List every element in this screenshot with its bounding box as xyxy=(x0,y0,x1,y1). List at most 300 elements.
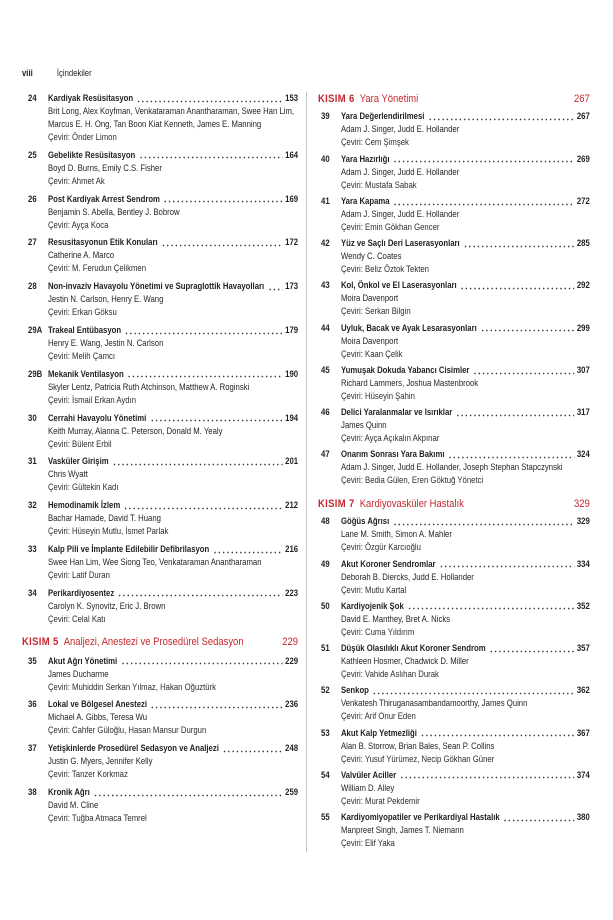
chapter-number: 41 xyxy=(321,195,330,206)
entry-body xyxy=(341,727,590,766)
chapter-title: Kalp Pili ve İmplante Edilebilir Defibrilasyon xyxy=(47,543,210,554)
page-number: 299 xyxy=(576,322,590,333)
dot-leader xyxy=(93,786,282,799)
chapter-title: Akut Koroner Sendromlar xyxy=(340,558,436,569)
dot-leader xyxy=(407,600,574,613)
chapter-number: 24 xyxy=(28,93,37,103)
dot-leader xyxy=(393,153,574,166)
chapter-number: 54 xyxy=(321,769,330,780)
toc-entry xyxy=(22,368,298,407)
page-number: 248 xyxy=(285,743,299,754)
entry-title-row xyxy=(48,324,298,337)
dot-leader xyxy=(420,727,574,740)
chapter-number: 48 xyxy=(321,516,330,527)
chapter-authors: Carolyn K. Synovitz, Eric J. Brown xyxy=(47,600,166,611)
entry-body xyxy=(341,279,590,318)
chapter-translators: Çeviri: Latif Duran xyxy=(47,569,110,580)
dot-leader xyxy=(428,110,574,123)
chapter-translators: Çeviri: Melih Çamcı xyxy=(47,350,116,361)
column-divider xyxy=(306,92,307,852)
part-label: KISIM 6 xyxy=(318,93,355,106)
chapter-translators: Çeviri: Ayça Açıkalın Akpınar xyxy=(340,433,440,444)
chapter-number: 26 xyxy=(28,193,37,204)
chapter-title: Trakeal Entübasyon xyxy=(47,324,122,335)
part-title: Analjezi, Anestezi ve Prosedürel Sedasyon xyxy=(63,636,244,649)
chapter-title: Cerrahi Havayolu Yönetimi xyxy=(47,412,147,423)
toc-entry xyxy=(22,149,298,188)
entry-title-row xyxy=(48,455,298,468)
entry-body xyxy=(341,684,590,723)
page-number: 194 xyxy=(285,412,299,423)
entry-body xyxy=(341,153,590,192)
chapter-translators: Çeviri: Serkan Bilgin xyxy=(340,306,411,317)
running-head-title: İçindekiler xyxy=(56,68,92,78)
chapter-number: 36 xyxy=(28,699,37,710)
chapter-authors: Alan B. Storrow, Brian Bales, Sean P. Collins xyxy=(340,740,495,751)
page-number: 201 xyxy=(285,456,299,467)
chapter-number: 33 xyxy=(28,543,37,554)
dot-leader xyxy=(163,193,282,206)
chapter-translators: Çeviri: Erkan Göksu xyxy=(47,307,117,318)
chapter-translators: Çeviri: Mutlu Kartal xyxy=(340,584,407,595)
page-number: 292 xyxy=(576,280,590,291)
toc-entry xyxy=(318,684,590,723)
entry-body xyxy=(48,698,298,737)
toc-entry xyxy=(22,92,298,144)
chapter-number: 49 xyxy=(321,558,330,569)
chapter-number: 39 xyxy=(321,111,330,122)
toc-entry xyxy=(22,786,298,825)
chapter-translators: Çeviri: M. Ferudun Çelikmen xyxy=(47,263,147,274)
dot-leader xyxy=(150,412,283,425)
chapter-authors: Jestin N. Carlson, Henry E. Wang xyxy=(47,294,164,305)
chapter-title: Yetişkinlerde Prosedürel Sedasyon ve Analjezi xyxy=(47,743,219,754)
page-number: 334 xyxy=(576,558,590,569)
entry-title-row xyxy=(48,368,298,381)
chapter-translators: Çeviri: Celal Katı xyxy=(47,613,106,624)
chapter-translators: Çeviri: Mustafa Sabak xyxy=(340,179,417,190)
chapter-authors: Moira Davenport xyxy=(340,293,399,304)
chapter-translators: Çeviri: İsmail Erkan Aydın xyxy=(47,394,137,405)
chapter-translators: Çeviri: Vahide Aslıhan Durak xyxy=(340,669,439,680)
chapter-authors: Bachar Hamade, David T. Huang xyxy=(47,513,161,524)
dot-leader xyxy=(393,515,575,528)
toc-entry xyxy=(22,193,298,232)
page-number: 380 xyxy=(576,812,590,823)
entry-title-row xyxy=(341,642,590,655)
toc-entry xyxy=(22,655,298,694)
page-number: 173 xyxy=(285,281,299,292)
toc-entry xyxy=(22,412,298,451)
chapter-title: Hemodinamik İzlem xyxy=(47,500,121,511)
toc-entry xyxy=(318,727,590,766)
chapter-number: 31 xyxy=(28,456,37,467)
chapter-authors: Venkatesh Thiruganasambandamoorthy, James Quinn xyxy=(340,698,528,709)
entry-title-row xyxy=(48,149,298,162)
entry-body xyxy=(48,236,298,275)
entry-body xyxy=(341,558,590,597)
entry-body xyxy=(48,587,298,626)
entry-title-row xyxy=(48,587,298,600)
dot-leader xyxy=(125,324,283,337)
chapter-authors: Manpreet Singh, James T. Niemann xyxy=(340,825,464,836)
chapter-authors: Swee Han Lim, Wee Siong Teo, Venkataraman Anantharaman xyxy=(47,556,262,567)
dot-leader xyxy=(268,280,283,293)
entry-title-row xyxy=(341,684,590,697)
dot-leader xyxy=(439,558,574,571)
chapter-title: Düşük Olasılıklı Akut Koroner Sendrom xyxy=(340,643,486,654)
entry-title-row xyxy=(341,406,590,419)
entry-body xyxy=(341,769,590,808)
entry-title-row xyxy=(341,558,590,571)
toc-entry xyxy=(22,499,298,538)
chapter-translators: Çeviri: Elif Yaka xyxy=(340,838,395,849)
page-number: 223 xyxy=(285,587,299,598)
entry-body xyxy=(48,149,298,188)
entry-title-row xyxy=(341,769,590,782)
entry-title-row xyxy=(48,499,298,512)
chapter-translators: Çeviri: Özgür Karcıoğlu xyxy=(340,542,421,553)
chapter-title: Perikardiyosentez xyxy=(47,587,115,598)
chapter-authors: Boyd D. Burns, Emily C.S. Fisher xyxy=(47,162,162,173)
chapter-title: Kronik Ağrı xyxy=(47,787,90,797)
dot-leader xyxy=(503,811,574,824)
chapter-authors: Adam J. Singer, Judd E. Hollander xyxy=(340,124,460,135)
toc-entry xyxy=(318,448,590,487)
toc-entry xyxy=(318,642,590,681)
chapter-translators: Çeviri: Kaan Çelik xyxy=(340,348,403,359)
part-title: Kardiyovasküler Hastalık xyxy=(359,497,464,510)
entry-body xyxy=(48,193,298,232)
entry-body xyxy=(341,448,590,487)
entry-title-row xyxy=(48,698,298,711)
entry-body xyxy=(48,280,298,319)
entry-title-row xyxy=(341,727,590,740)
entry-body xyxy=(48,543,298,582)
chapter-title: Yara Hazırlığı xyxy=(340,153,390,164)
dot-leader xyxy=(150,698,282,711)
chapter-title: Valvüler Aciller xyxy=(340,769,397,780)
page-number: 272 xyxy=(576,195,590,206)
page-number: 169 xyxy=(285,193,299,204)
chapter-authors: Kathleen Hosmer, Chadwick D. Miller xyxy=(340,656,469,667)
entry-title-row xyxy=(341,153,590,166)
page-number: 212 xyxy=(285,500,299,511)
page-number: 229 xyxy=(285,655,299,666)
dot-leader xyxy=(489,642,574,655)
entry-body xyxy=(341,322,590,361)
toc-entry xyxy=(318,322,590,361)
chapter-number: 44 xyxy=(321,322,330,333)
entry-title-row xyxy=(48,280,298,293)
chapter-title: Kol, Önkol ve El Laserasyonları xyxy=(340,280,457,291)
chapter-authors: Adam J. Singer, Judd E. Hollander, Joseph Stephan Stapczynski xyxy=(340,462,563,473)
entry-title-row xyxy=(48,786,298,799)
chapter-title: Non-invaziv Havayolu Yönetimi ve Supraglottik Havayolları xyxy=(47,281,265,292)
chapter-title: Yara Kapama xyxy=(340,195,390,206)
dot-leader xyxy=(400,769,575,782)
chapter-number: 32 xyxy=(28,500,37,511)
chapter-number: 37 xyxy=(28,743,37,754)
page-number: 236 xyxy=(285,699,299,710)
chapter-number: 25 xyxy=(28,149,37,160)
entry-body xyxy=(48,368,298,407)
chapter-number: 34 xyxy=(28,587,37,598)
entry-body xyxy=(341,110,590,149)
entry-body xyxy=(48,92,298,144)
chapter-authors: David M. Cline xyxy=(47,800,99,810)
dot-leader xyxy=(448,448,574,461)
chapter-number: 40 xyxy=(321,153,330,164)
toc-entry xyxy=(22,698,298,737)
chapter-translators: Çeviri: Arif Onur Eden xyxy=(340,711,416,722)
page-number: 164 xyxy=(285,149,299,160)
chapter-title: Mekanik Ventilasyon xyxy=(47,368,124,379)
toc-entry xyxy=(318,237,590,276)
dot-leader xyxy=(222,742,282,755)
dot-leader xyxy=(161,236,282,249)
chapter-translators: Çeviri: Cem Şimşek xyxy=(340,137,409,148)
chapter-title: Resusitasyonun Etik Konuları xyxy=(47,237,158,248)
page-number: 362 xyxy=(576,685,590,696)
toc-entry xyxy=(22,742,298,781)
page-number: 357 xyxy=(576,643,590,654)
chapter-translators: Çeviri: Bedia Gülen, Eren Göktuğ Yönetci xyxy=(340,475,484,486)
chapter-number: 42 xyxy=(321,238,330,249)
chapter-title: Vasküler Girişim xyxy=(47,456,109,467)
chapter-translators: Çeviri: Ayça Koca xyxy=(47,219,109,230)
chapter-title: Uyluk, Bacak ve Ayak Lesarasyonları xyxy=(340,322,477,333)
chapter-number: 43 xyxy=(321,280,330,291)
chapter-number: 27 xyxy=(28,237,37,248)
dot-leader xyxy=(473,364,574,377)
page-number: 285 xyxy=(576,238,590,249)
dot-leader xyxy=(137,92,283,105)
dot-leader xyxy=(112,455,282,468)
dot-leader xyxy=(124,499,283,512)
chapter-translators: Çeviri: Beliz Öztok Tekten xyxy=(340,264,429,275)
running-head xyxy=(22,67,92,79)
entry-body xyxy=(341,515,590,554)
chapter-number: 46 xyxy=(321,407,330,418)
entry-title-row xyxy=(48,412,298,425)
chapter-translators: Çeviri: Muhiddin Serkan Yılmaz, Hakan Oğuztürk xyxy=(47,681,217,692)
page-number: 367 xyxy=(576,727,590,738)
toc-entry xyxy=(318,279,590,318)
page-number: 329 xyxy=(576,516,590,527)
toc-entry xyxy=(22,587,298,626)
chapter-authors: Adam J. Singer, Judd E. Hollander xyxy=(340,166,460,177)
chapter-title: Akut Kalp Yetmezliği xyxy=(340,727,417,738)
page-number: 190 xyxy=(285,368,299,379)
toc-entry xyxy=(318,153,590,192)
dot-leader xyxy=(127,368,282,381)
chapter-authors: James Quinn xyxy=(340,420,387,431)
chapter-title: Lokal ve Bölgesel Anestezi xyxy=(47,699,148,710)
chapter-translators: Çeviri: Tuğba Atmaca Temrel xyxy=(47,813,147,823)
chapter-translators: Çeviri: Yusuf Yürümez, Necip Gökhan Güner xyxy=(340,753,495,764)
dot-leader xyxy=(121,655,283,668)
dot-leader xyxy=(480,322,574,335)
entry-title-row xyxy=(341,195,590,208)
entry-title-row xyxy=(341,811,590,824)
entry-title-row xyxy=(341,515,590,528)
chapter-translators: Çeviri: Ahmet Ak xyxy=(47,175,105,186)
chapter-authors: Moira Davenport xyxy=(340,335,399,346)
entry-title-row xyxy=(48,193,298,206)
dot-leader xyxy=(118,587,283,600)
chapter-authors: Catherine A. Marco xyxy=(47,250,115,261)
chapter-title: Gebelikte Resüsitasyon xyxy=(47,149,136,160)
dot-leader xyxy=(456,406,575,419)
dot-leader xyxy=(460,279,574,292)
entry-title-row xyxy=(48,655,298,668)
entry-body xyxy=(341,195,590,234)
chapter-authors: Michael A. Gibbs, Teresa Wu xyxy=(47,712,148,723)
toc-entry xyxy=(318,558,590,597)
toc-entry xyxy=(22,280,298,319)
toc-column-right xyxy=(318,91,590,853)
entry-title-row xyxy=(341,364,590,377)
entry-body xyxy=(341,364,590,403)
entry-title-row xyxy=(48,742,298,755)
chapter-translators: Çeviri: Hüseyin Mutlu, İsmet Parlak xyxy=(47,526,169,537)
chapter-authors: Skyler Lentz, Patricia Ruth Atchinson, Matthew A. Roginski xyxy=(47,381,250,392)
page-number: 172 xyxy=(285,237,299,248)
entry-body xyxy=(48,499,298,538)
part-page-number: 229 xyxy=(282,636,299,649)
chapter-title: Senkop xyxy=(340,685,369,696)
chapter-authors: Lane M. Smith, Simon A. Mahler xyxy=(340,529,452,540)
chapter-translators: Çeviri: Gültekin Kadı xyxy=(47,482,119,493)
entry-body xyxy=(341,406,590,445)
chapter-authors: Keith Murray, Alanna C. Peterson, Donald M. Yealy xyxy=(47,425,223,436)
page-number: 179 xyxy=(285,324,299,335)
chapter-number: 47 xyxy=(321,449,330,460)
dot-leader xyxy=(463,237,574,250)
entry-body xyxy=(341,811,590,850)
entry-body xyxy=(48,412,298,451)
page-number: 153 xyxy=(285,93,299,103)
chapter-translators: Çeviri: Cahfer Güloğlu, Hasan Mansur Durgun xyxy=(47,725,207,736)
chapter-authors: Deborah B. Diercks, Judd E. Hollander xyxy=(340,571,474,582)
dot-leader xyxy=(213,543,283,556)
page-number: 269 xyxy=(576,153,590,164)
entry-body xyxy=(341,237,590,276)
entry-title-row xyxy=(341,237,590,250)
chapter-number: 30 xyxy=(28,412,37,423)
page-number: 267 xyxy=(576,111,590,122)
page-number: 324 xyxy=(576,449,590,460)
chapter-number: 50 xyxy=(321,600,330,611)
toc-entry xyxy=(318,364,590,403)
entry-title-row xyxy=(341,448,590,461)
entry-body xyxy=(48,455,298,494)
chapter-authors: Richard Lammers, Joshua Mastenbrook xyxy=(340,377,479,388)
chapter-translators: Çeviri: Tanzer Korkmaz xyxy=(47,769,128,780)
chapter-translators: Çeviri: Önder Limon xyxy=(47,132,117,142)
chapter-authors: Justin G. Myers, Jennifer Kelly xyxy=(47,756,153,767)
chapter-title: Yüz ve Saçlı Deri Laserasyonları xyxy=(340,238,460,249)
chapter-title: Göğüs Ağrısı xyxy=(340,516,390,527)
chapter-translators: Çeviri: Bülent Erbil xyxy=(47,438,112,449)
chapter-authors: Henry E. Wang, Jestin N. Carlson xyxy=(47,337,164,348)
page-number: 307 xyxy=(576,364,590,375)
toc-entry xyxy=(318,769,590,808)
entry-body xyxy=(48,742,298,781)
toc-entry xyxy=(318,600,590,639)
chapter-authors: James Ducharme xyxy=(47,668,109,679)
dot-leader xyxy=(393,195,574,208)
chapter-translators: Çeviri: Hüseyin Şahin xyxy=(340,390,415,401)
entry-title-row xyxy=(341,600,590,613)
chapter-authors: Wendy C. Coates xyxy=(340,251,402,262)
toc-entry xyxy=(318,515,590,554)
entry-title-row xyxy=(341,322,590,335)
chapter-title: Delici Yaralanmalar ve Isırıklar xyxy=(340,407,453,418)
toc-entry xyxy=(22,455,298,494)
chapter-number: 45 xyxy=(321,364,330,375)
chapter-number: 38 xyxy=(28,787,37,797)
chapter-number: 51 xyxy=(321,643,330,654)
part-page-number: 329 xyxy=(573,497,590,510)
toc-entry xyxy=(318,195,590,234)
chapter-authors: Brit Long, Alex Koyfman, Venkataraman Anantharaman, Swee Han Lim, Marcus E. H. Ong, Tan Boon Kiat Kenneth, James E. Manning xyxy=(47,106,295,129)
page-number: 216 xyxy=(285,543,299,554)
page-number: 259 xyxy=(285,787,299,797)
chapter-number: 29A xyxy=(28,324,43,335)
entry-title-row xyxy=(341,110,590,123)
entry-title-row xyxy=(341,279,590,292)
entry-title-row xyxy=(48,236,298,249)
chapter-number: 53 xyxy=(321,727,330,738)
chapter-authors: Chris Wyatt xyxy=(47,469,88,480)
chapter-title: Onarım Sonrası Yara Bakımı xyxy=(340,449,445,460)
chapter-number: 52 xyxy=(321,685,330,696)
page-number: 352 xyxy=(576,600,590,611)
dot-leader xyxy=(372,684,574,697)
part-title: Yara Yönetimi xyxy=(359,93,419,106)
entry-body xyxy=(48,786,298,825)
chapter-title: Kardiyomiyopatiler ve Perikardiyal Hastalık xyxy=(340,812,500,823)
entry-body xyxy=(341,642,590,681)
part-label: KISIM 7 xyxy=(318,497,355,510)
part-heading xyxy=(318,496,590,512)
entry-body xyxy=(48,655,298,694)
toc-entry xyxy=(318,811,590,850)
chapter-title: Kardiyak Resüsitasyon xyxy=(47,93,134,103)
page-folio: viii xyxy=(22,68,33,78)
entry-title-row xyxy=(48,92,298,105)
chapter-number: 55 xyxy=(321,812,330,823)
toc-column-left xyxy=(22,92,300,830)
part-heading xyxy=(318,91,590,107)
chapter-authors: William D. Alley xyxy=(340,782,395,793)
chapter-number: 28 xyxy=(28,281,37,292)
page-number: 317 xyxy=(576,407,590,418)
chapter-title: Yumuşak Dokuda Yabancı Cisimler xyxy=(340,364,470,375)
chapter-number: 29B xyxy=(28,368,43,379)
chapter-title: Yara Değerlendirilmesi xyxy=(340,111,425,122)
entry-body xyxy=(48,324,298,363)
toc-entry xyxy=(318,406,590,445)
toc-entry xyxy=(22,236,298,275)
dot-leader xyxy=(139,149,283,162)
toc-entry xyxy=(22,324,298,363)
toc-entry xyxy=(318,110,590,149)
part-page-number: 267 xyxy=(573,93,590,106)
chapter-title: Kardiyojenik Şok xyxy=(340,600,404,611)
